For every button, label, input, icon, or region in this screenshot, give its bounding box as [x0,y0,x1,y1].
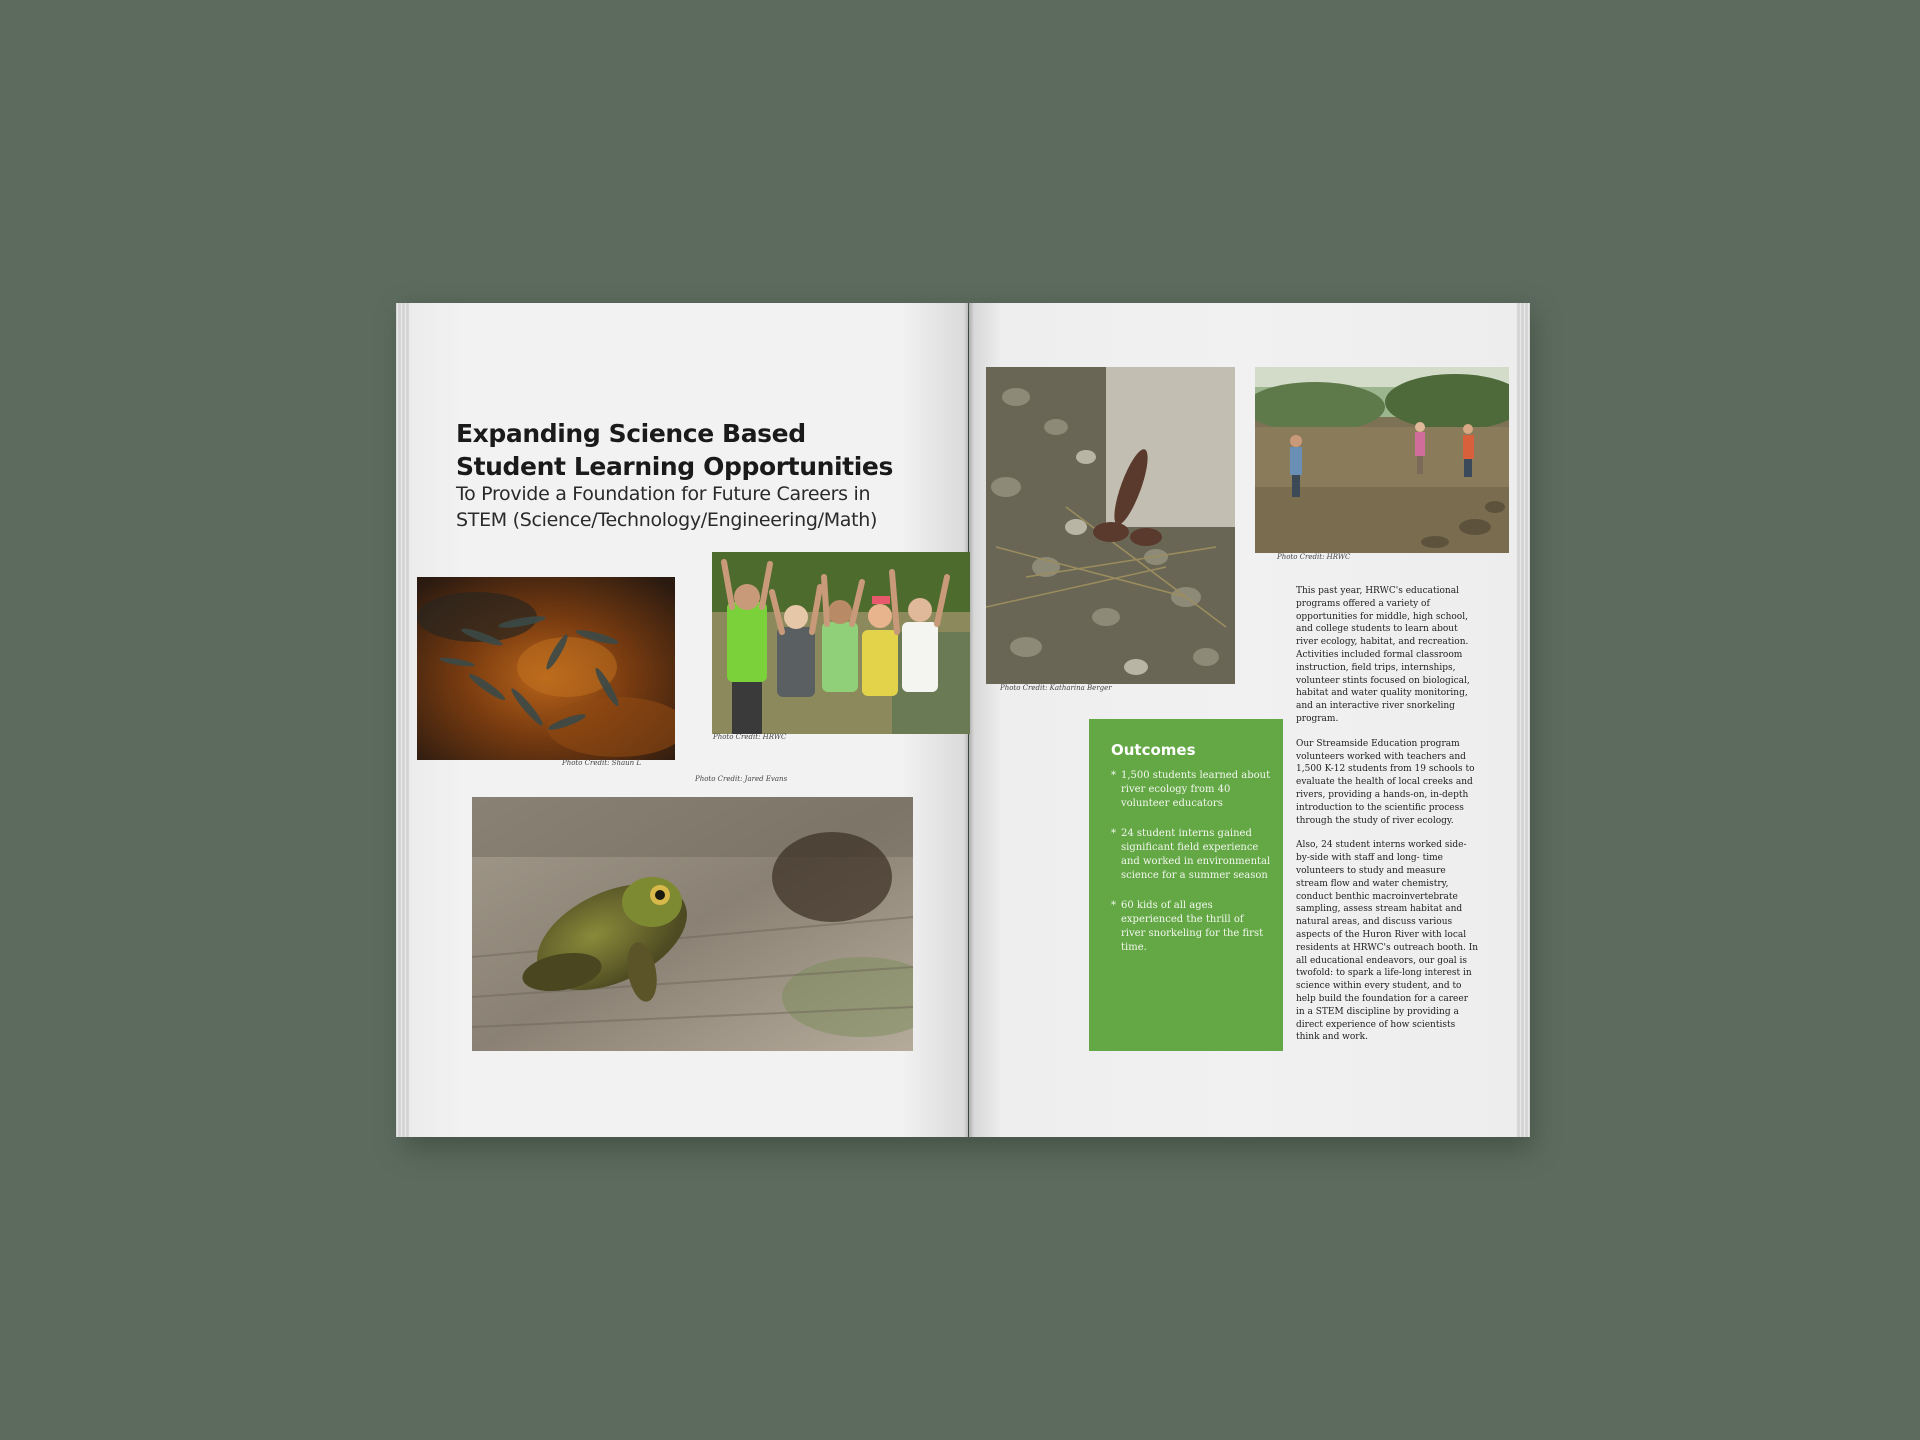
river-photo [1255,367,1509,553]
frog-photo-credit: Photo Credit: Jared Evans [695,775,788,783]
body-paragraph: Also, 24 student interns worked side-by-side with staff and long- time volunteers to study and measure stream flow and water chemistry, conduct benthic macroinvertebrate sampling, assess stream habitat and natural areas, and discuss various aspects of the Huron River with local residents at HRWC's outreach booth. In all educational endeavors, our goal is twofold: to spark a life-long interest in science within every student, and to help build the foundation for a career in a STEM discipline by providing a direct experience of how scientists think and work. [1296,840,1479,1043]
crayfish-photo-credit: Photo Credit: Katharina Berger [1000,684,1112,692]
title-line-2: Student Learning Opportunities [456,452,893,481]
outcome-text: 1,500 students learned about river ecology from 40 volunteer educators [1121,770,1271,809]
body-text-column [1296,585,1479,1056]
page-title [456,417,936,483]
river-photo-credit: Photo Credit: HRWC [1277,553,1351,561]
body-paragraph: Our Streamside Education program volunteers worked with teachers and 1,500 K-12 students from 19 schools to evaluate the health of local creeks and rivers, providing a hands-on, in-depth introduction to the scientific process through the study of river ecology. [1296,738,1475,826]
bullet-star: * [1111,770,1116,781]
bullet-star: * [1111,900,1116,911]
fish-photo [417,577,675,760]
outcome-item [1111,769,1271,811]
outcome-item [1111,827,1271,883]
outcomes-heading: Outcomes [1111,741,1196,759]
outcomes-box [1089,719,1283,1051]
bullet-star: * [1111,828,1116,839]
frog-photo [472,797,913,1051]
outcome-item [1111,899,1271,955]
outcome-text: 60 kids of all ages experienced the thrill of river snorkeling for the first time. [1121,900,1264,953]
kids-photo [712,552,970,734]
subtitle-line-2: STEM (Science/Technology/Engineering/Math) [456,509,878,531]
crayfish-photo [986,367,1235,684]
outcome-text: 24 student interns gained significant field experience and worked in environmental science for a summer season [1121,828,1271,881]
kids-photo-credit: Photo Credit: HRWC [713,733,787,741]
outcomes-list [1111,769,1271,955]
fish-photo-credit: Photo Credit: Shaun L [562,759,642,767]
title-line-1: Expanding Science Based [456,419,806,448]
body-paragraph: This past year, HRWC's educational programs offered a variety of opportunities for middle, high school, and college students to learn about river ecology, habitat, and recreation. Activities included formal classroom instruction, field trips, internships, volunteer stints focused on biological, habitat and water quality monitoring, and an interactive river snorkeling program. [1296,586,1470,724]
page-subtitle [456,481,976,533]
subtitle-line-1: To Provide a Foundation for Future Careers in [456,483,871,505]
page-edges-right [1514,303,1530,1137]
